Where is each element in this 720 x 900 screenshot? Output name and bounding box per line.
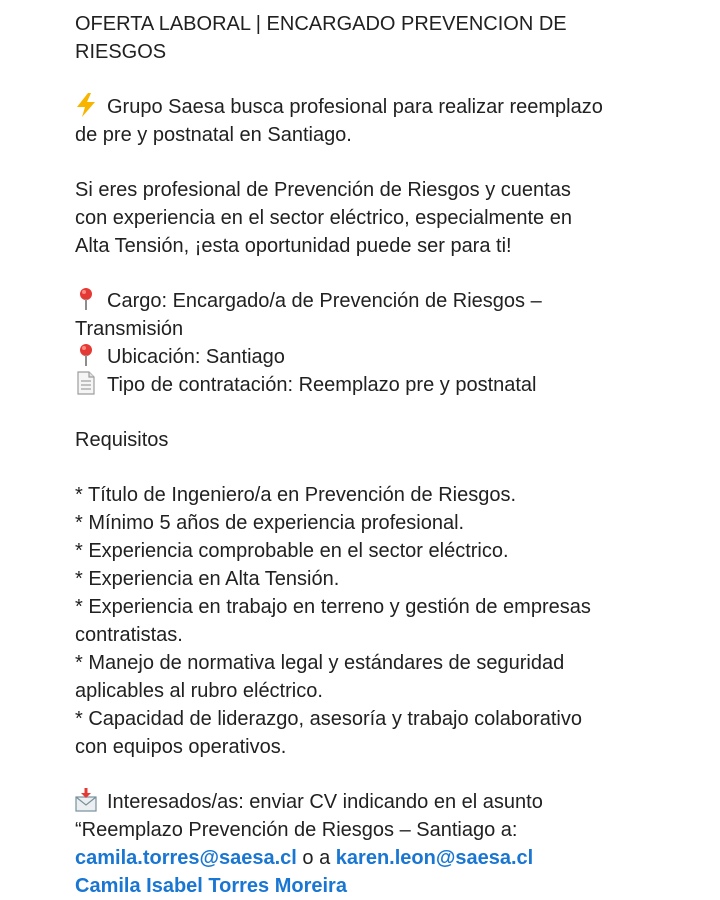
ubicacion-text: Ubicación: Santiago <box>107 346 285 368</box>
cargo-line-1 <box>75 287 675 315</box>
requisitos-heading: Requisitos <box>75 429 169 451</box>
description-line-1: Si eres profesional de Prevención de Riesgos y cuentas <box>75 179 571 201</box>
requisito-item: * Capacidad de liderazgo, asesoría y trabajo colaborativo <box>75 708 582 730</box>
tipo-contratacion-line <box>75 371 675 399</box>
requisito-item: * Manejo de normativa legal y estándares de seguridad <box>75 652 565 674</box>
intro-text-1: Grupo Saesa busca profesional para realizar reemplazo <box>107 96 603 118</box>
requisito-item: contratistas. <box>75 624 183 646</box>
pushpin-icon <box>75 287 99 315</box>
pushpin-icon <box>75 343 99 371</box>
intro-line-1 <box>75 93 675 121</box>
contact-line-1 <box>75 788 675 816</box>
ubicacion-line <box>75 343 675 371</box>
envelope-arrow-icon <box>75 788 99 816</box>
job-post <box>75 10 675 900</box>
author-name-link[interactable]: Camila Isabel Torres Moreira <box>75 875 347 897</box>
cargo-text-1: Cargo: Encargado/a de Prevención de Riesgos – <box>107 290 542 312</box>
requisito-item: * Experiencia en Alta Tensión. <box>75 568 340 590</box>
email-separator: o a <box>296 847 336 869</box>
contact-line-2: “Reemplazo Prevención de Riesgos – Santiago a: <box>75 819 518 841</box>
requisito-item: aplicables al rubro eléctrico. <box>75 680 323 702</box>
requisito-item: con equipos operativos. <box>75 736 287 758</box>
description-line-2: con experiencia en el sector eléctrico, especialmente en <box>75 207 572 229</box>
description-line-3: Alta Tensión, ¡esta oportunidad puede ser para ti! <box>75 235 512 257</box>
contact-text-1: Interesados/as: enviar CV indicando en el asunto <box>107 791 543 813</box>
email-link-camila[interactable]: camila.torres@saesa.cl <box>75 847 297 869</box>
requisito-item: * Experiencia comprobable en el sector eléctrico. <box>75 540 509 562</box>
lightning-icon <box>75 93 99 121</box>
tipo-contratacion-text: Tipo de contratación: Reemplazo pre y postnatal <box>107 374 537 396</box>
requisito-item: * Mínimo 5 años de experiencia profesional. <box>75 512 465 534</box>
email-link-karen[interactable]: karen.leon@saesa.cl <box>335 847 534 869</box>
document-icon <box>75 371 99 399</box>
requisito-item: * Título de Ingeniero/a en Prevención de Riesgos. <box>75 484 517 506</box>
post-title-line-1: OFERTA LABORAL | ENCARGADO PREVENCION DE <box>75 13 567 35</box>
email-line <box>75 844 675 872</box>
cargo-line-2: Transmisión <box>75 318 184 340</box>
post-title-line-2: RIESGOS <box>75 41 167 63</box>
requisito-item: * Experiencia en trabajo en terreno y gestión de empresas <box>75 596 591 618</box>
intro-line-2: de pre y postnatal en Santiago. <box>75 124 352 146</box>
